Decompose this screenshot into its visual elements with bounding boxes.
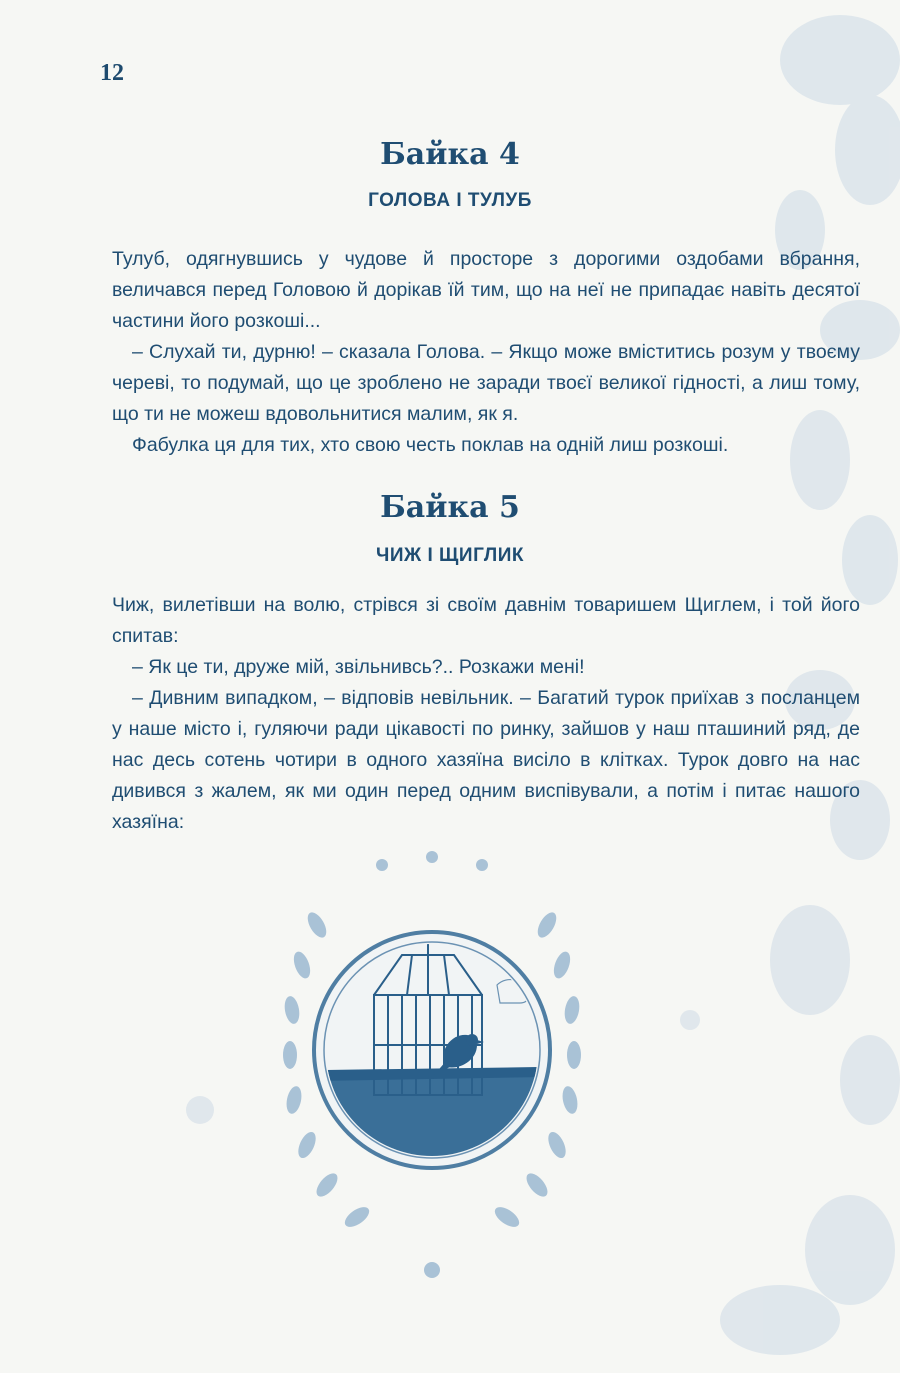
- fable-5-subtitle: ЧИЖ І ЩИГЛИК: [376, 545, 524, 566]
- fable-5-paragraph: Чиж, вилетівши на волю, стрівся зі своїм давнім товаришем Щиглем, і той його спитав:: [112, 594, 860, 647]
- fable-4-moral: Фабулка ця для тих, хто свою честь поклав на одній лиш розкоші.: [132, 434, 729, 456]
- page-number: 12: [100, 60, 124, 86]
- fable-5-paragraph: – Дивним випадком, – відповів невільник. – Багатий турок приїхав з посланцем у наше місто і, гуляючи ради цікавості по ринку, зайшов у наш пташиний ряд, де нас десь сотень чотири в одного хазяїна висіло в клітках. Турок довго на нас дивився з жалем, як ми один перед одним виспівували, а потім і питає нашого хазяїна:: [112, 687, 860, 833]
- fable-5-text: [112, 590, 860, 838]
- fable-4-subtitle: ГОЛОВА І ТУЛУБ: [368, 190, 532, 211]
- fable-5-paragraph: – Як це ти, друже мій, звільнивсь?.. Розкажи мені!: [132, 656, 585, 678]
- fable-4-paragraph: Тулуб, одягнувшись у чудове й просторе з дорогими оздобами вбрання, величався перед Головою й дорікав їй тим, що на неї не припадає навіть десятої частини його розкоші...: [112, 248, 860, 332]
- bird-in-cage-icon: [262, 845, 602, 1285]
- fable-4-title: Байка 4: [380, 137, 520, 172]
- fable-4-text: [112, 244, 860, 461]
- fable-4-paragraph: – Слухай ти, дурню! – сказала Голова. – Якщо може вміститись розум у твоєму череві, то подумай, що це зроблено не заради твоєї великої гідності, а лиш тому, що ти не можеш вдовольнитися малим, як я.: [112, 341, 860, 425]
- fable-5-title: Байка 5: [380, 490, 520, 525]
